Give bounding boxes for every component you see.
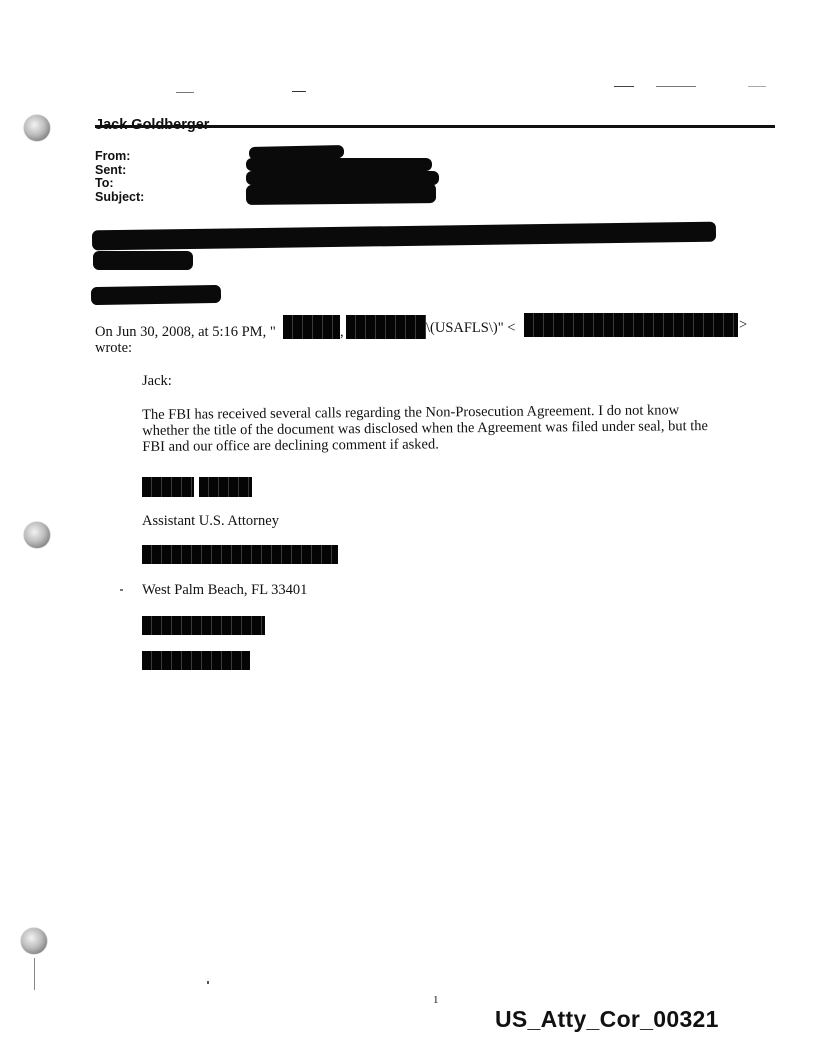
- scan-speck: [292, 91, 306, 92]
- scan-speck: [656, 86, 696, 87]
- punch-hole-top: [24, 115, 50, 141]
- intro-wrote: wrote:: [95, 340, 133, 356]
- redaction-signer-last: [199, 477, 252, 497]
- page-number: 1: [433, 994, 439, 1006]
- punch-hole-bottom: [21, 928, 47, 954]
- redaction-sent: [246, 158, 432, 171]
- label-sent: Sent:: [95, 162, 127, 177]
- scan-speck: [120, 589, 123, 591]
- punch-hole-middle: [24, 522, 50, 548]
- intro-middle: \(USAFLS\)" <: [426, 320, 516, 336]
- redaction-street-address: [142, 545, 338, 564]
- intro-end: >: [739, 317, 748, 333]
- redaction-body-line-3: [91, 285, 221, 305]
- redaction-fax: [142, 651, 250, 670]
- redaction-subject: [246, 183, 436, 205]
- message-paragraph: The FBI has received several calls regarding the Non-Prosecution Agreement. I do not know whether the title of the document was disclosed when the Agreement was filed under seal, but the FBI and our office are declining comment if asked.: [142, 402, 708, 455]
- redaction-phone: [142, 616, 265, 635]
- intro-prefix: On Jun 30, 2008, at 5:16 PM, ": [95, 324, 276, 340]
- scan-speck: [176, 92, 194, 93]
- intro-separator: ,: [340, 324, 344, 340]
- label-subject: Subject:: [95, 189, 145, 204]
- salutation: Jack:: [142, 373, 172, 389]
- scan-speck: [614, 86, 634, 87]
- redaction-signer-first: [142, 477, 194, 497]
- label-to: To:: [95, 176, 114, 190]
- label-from: From:: [95, 149, 131, 163]
- header-rule: [95, 125, 775, 128]
- bates-number: US_Atty_Cor_00321: [495, 1006, 719, 1032]
- scan-speck: [748, 86, 766, 87]
- redaction-sender-email: [524, 313, 738, 337]
- header-field-labels: [95, 150, 144, 204]
- redaction-body-line-1: [92, 222, 716, 251]
- scan-edge-line: [34, 958, 35, 990]
- redaction-body-line-2: [93, 251, 193, 270]
- signature-city: West Palm Beach, FL 33401: [142, 582, 308, 598]
- scan-speck: [207, 981, 209, 984]
- quoted-intro: [95, 324, 276, 340]
- redaction-sender-firstname: [346, 315, 426, 339]
- signature-title: Assistant U.S. Attorney: [142, 513, 279, 529]
- redaction-sender-lastname: [283, 315, 340, 339]
